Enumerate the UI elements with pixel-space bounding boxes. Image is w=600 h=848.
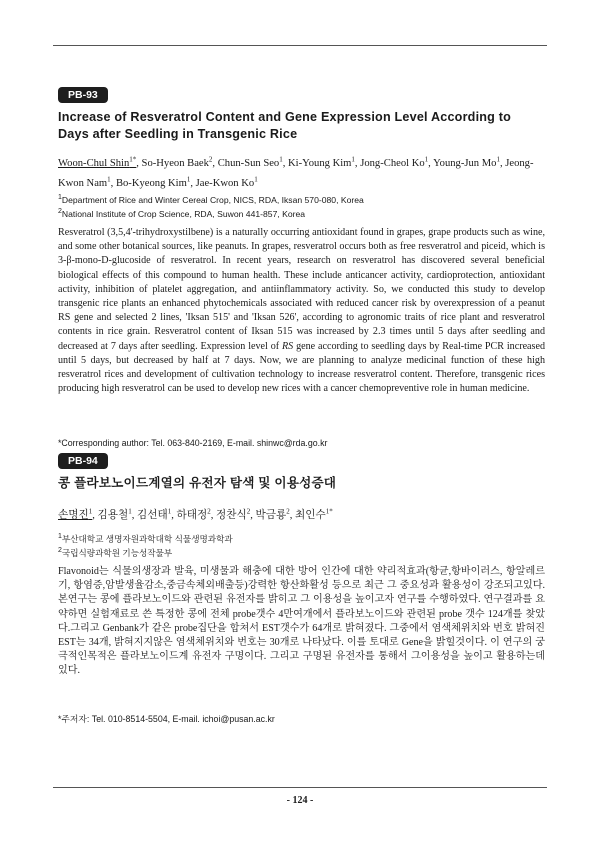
author-name: 박금룡 (255, 509, 287, 521)
abstract-id-badge: PB-93 (58, 87, 108, 103)
affiliation-list (58, 531, 548, 559)
author-name: So-Hyeon Baek (141, 157, 209, 169)
author-affiliation-mark: 1 (167, 507, 172, 515)
author-affiliation-mark: 1 (351, 155, 355, 163)
author-affiliation-mark: 2 (286, 507, 290, 515)
affiliation-line: $^2$국립식량과학원 기능성작물부 (58, 546, 173, 558)
author-name: Jeong-Kwon Nam (58, 157, 534, 190)
corresponding-author: *주저자: Tel. 010-8514-5504, E-mail. ichoi@pusan.ac.kr (58, 714, 275, 724)
affiliation-line: $^2$National Institute of Crop Science, RDA, Suwon 441-857, Korea (58, 207, 306, 219)
abstract-body: Flavonoid는 식물의생장과 발육, 미생물과 해충에 대한 방어 인간에 대한 약리적효과(항균,항바이러스, 항알레르기, 항염증,암발생율감소,중금속체외배출등)강력한 항산화활성 등으로 최근 그 중요성과 활용성이 강조되고있다. 본연구는 콩에 플라보노이드와 관련된 유전자를 밝히고 그 이용성을 높이고자 연구를 수행하였다. 연구결과를 요약하면 실험재료로 쓴 특정한 콩에 전체 probe갯수 4만여개에서 플라보노이드와 관련된 probe 갯수 124개를 찾았다.그리고 Genbank가 같은 probe집단을 합쳐서 EST갯수가 64개로 밝혀졌다. 그중에서 염색체위치와 번호 밝혀진 EST는 34개, 밝혀지지않은 염색체위치와 번호는 30개로 나타났다. 이를 토대로 Gene을 밝힐것이다. 이 연구의 궁극적인목적은 플라보노이드계 유전자 구명이다. 그리고 구명된 유전자를 통해서 그이용성을 높이고 활용하는데 있다. (58, 566, 545, 677)
author-name: Jong-Cheol Ko (360, 157, 425, 169)
author-affiliation-mark: 1 (254, 175, 258, 184)
author-list: Woon-Chul Shin$^{1*}$, So-Hyeon Baek$^2$, Chun-Sun Seo$^1$, Ki-Young Kim$^1$, Jong-Cheol Ko$^1$, Young-Jun Mo$^1$, Jeong-Kwon Nam$^1$, Bo-Kyeong Kim$^1$, Jae-Kwon Ko$^1$ (58, 155, 534, 190)
author-name: Ki-Young Kim (288, 157, 352, 169)
author-list: 손명진$^1$, 김용철$^1$, 김선태$^1$, 하태정$^2$, 정찬식$^2$, 박금룡$^2$, 최인수$^{1*}$ (58, 507, 333, 521)
presenting-author: Woon-Chul Shin$^{1*}$ (58, 155, 137, 169)
author-affiliation-mark: 2 (246, 507, 251, 515)
bottom-rule (53, 787, 547, 788)
top-rule (53, 45, 547, 46)
author-name: 정찬식 (216, 509, 247, 521)
presenting-author: 손명진$^1$ (58, 507, 93, 521)
author-affiliation-mark: 1 (186, 175, 191, 184)
affiliation-line: $^1$Department of Rice and Winter Cereal Crop, NICS, RDA, Iksan 570-080, Korea (58, 194, 364, 205)
author-name: Jae-Kwon Ko (195, 178, 255, 190)
author-name: 김선태 (137, 509, 168, 521)
author-affiliation-mark: 1 (279, 155, 283, 163)
abstract-title: 콩 플라보노이드계열의 유전자 탐색 및 이용성증대 (58, 476, 337, 490)
abstract-body: Resveratrol (3,5,4'-trihydroxystilbene) is a naturally occurring antioxidant found in grapes, grape products such as wine, and some other botanical sources, like peanuts. In grapes, resveratrol occurs both as free resveratrol and piceid, which is 3-β-mono-D-glucoside of resveratrol. In recent years, research on resveratrol has discovered several beneficial biological effects of this compound to human health. These include anticancer activity, cardioprotection, antioxidant activity, inhibition of platelet aggregation, and antiinflammatory activity. So, we conducted this study to develop transgenic rice plants an enhanced phytochemicals associated with reduced cancer risk by overexpression of a peanut RS gene and selected 2 lines, 'Iksan 515' and 'Iksan 526', according to agronomic traits of rice plant and resveratrol contents in rice grain. Resveratrol content of Iksan 515 was increased by 2.3 times until 5 days after seedling and decreased at 7 days after seedling. Expression level of RS gene according to seedling days by Real-time PCR increased until 5 days, but decreased by half at 7 days. Now, we are planning to analyze medicinal function of these high resveratrol rices and development of cultivation technology to increase resveratrol content. Therefore, transgenic rices producing high resveratrol can be used to develop new rices with a cancer chemopreventive role in human medicine. (58, 227, 545, 395)
affiliation-line: $^1$부산대학교 생명자원과학대학 식물생명과학과 (58, 533, 233, 544)
corresponding-author: *Corresponding author: Tel. 063-840-2169, E-mail. shinwc@rda.go.kr (58, 438, 328, 448)
page-number: - 124 - (286, 795, 314, 806)
author-affiliation-mark: 2 (208, 155, 213, 163)
author-name: Bo-Kyeong Kim (115, 178, 187, 190)
affiliation-list (58, 192, 548, 220)
author-affiliation-mark: 1 (496, 155, 500, 163)
author-affiliation-mark: 1 (107, 175, 111, 184)
author-affiliation-mark: 2 (207, 507, 211, 515)
author-name: 김용철 (97, 509, 129, 521)
author-affiliation-mark: 1* (325, 507, 333, 515)
author-name: Chun-Sun Seo (217, 157, 280, 169)
author-name: 최인수 (295, 509, 326, 521)
author-name: 하태정 (176, 509, 208, 521)
author-affiliation-mark: 1 (128, 507, 132, 515)
author-affiliation-mark: 1 (424, 155, 429, 163)
abstract-id-badge: PB-94 (58, 453, 108, 469)
author-name: Young-Jun Mo (433, 157, 497, 169)
abstract-title: Increase of Resveratrol Content and Gene Expression Level According to Days after Seedling in Transgenic Rice (58, 110, 512, 141)
